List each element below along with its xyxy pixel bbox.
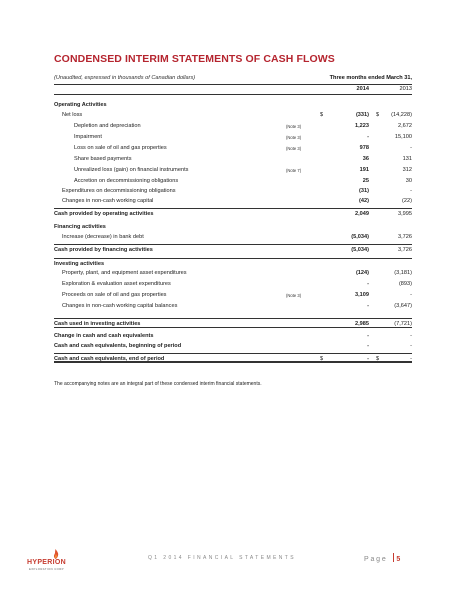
period-header: Three months ended March 31, xyxy=(329,75,412,81)
value-current: - xyxy=(367,343,369,349)
row-label: Increase (decrease) in bank debt xyxy=(62,234,144,240)
section-financing xyxy=(54,222,412,232)
value-current: (5,034) xyxy=(351,234,369,240)
value-prior: 3,726 xyxy=(398,247,412,253)
row-label: Property, plant, and equipment asset expenditures xyxy=(62,270,187,276)
subtotal-operating xyxy=(54,208,412,218)
table-row xyxy=(54,154,412,164)
table-row xyxy=(54,341,412,351)
row-label: Cash used in investing activities xyxy=(54,321,141,327)
value-current: (124) xyxy=(355,270,369,276)
page-label: Page xyxy=(364,556,388,563)
statement-title: CONDENSED INTERIM STATEMENTS OF CASH FLOWS xyxy=(54,53,335,65)
footnote: The accompanying notes are an integral part of these condensed interim financial statements. xyxy=(54,381,262,387)
value-current: 25 xyxy=(362,178,369,184)
row-label: Financing activities xyxy=(54,224,106,230)
value-current: 1,223 xyxy=(355,123,369,129)
row-label: Investing activities xyxy=(54,261,105,267)
value-prior: (22) xyxy=(402,198,412,204)
row-label: Unrealized loss (gain) on financial instruments xyxy=(74,167,189,173)
value-prior: - xyxy=(410,292,412,298)
row-label: Accretion on decommissioning obligations xyxy=(74,178,179,184)
value-current: (331) xyxy=(355,112,369,118)
value-prior: (14,228) xyxy=(391,112,412,118)
value-current: 36 xyxy=(362,156,369,162)
row-label: Cash provided by operating activities xyxy=(54,211,154,217)
row-label: Expenditures on decommissioning obligations xyxy=(62,188,176,194)
table-row xyxy=(54,165,412,175)
row-label: Operating Activities xyxy=(54,102,107,108)
value-prior: - xyxy=(410,356,412,362)
table-row xyxy=(54,331,412,341)
table-row xyxy=(54,290,412,300)
value-prior: - xyxy=(410,333,412,339)
row-label: Cash provided by financing activities xyxy=(54,247,153,253)
value-prior: (3,647) xyxy=(394,303,412,309)
value-prior: 3,995 xyxy=(398,211,412,217)
row-label: Cash and cash equivalents, beginning of period xyxy=(54,343,182,349)
value-prior: - xyxy=(410,188,412,194)
table-row xyxy=(54,268,412,278)
section-operating xyxy=(54,100,412,110)
page-divider xyxy=(393,553,394,562)
value-current: - xyxy=(367,303,369,309)
row-label: Impairment xyxy=(74,134,102,140)
section-investing xyxy=(54,258,412,268)
table-row xyxy=(54,132,412,142)
value-prior: 15,100 xyxy=(394,134,412,140)
currency-symbol: $ xyxy=(376,356,380,362)
page-footer xyxy=(0,545,464,575)
row-label: Share based payments xyxy=(74,156,132,162)
statement-subheader xyxy=(54,75,412,85)
value-current: 3,109 xyxy=(355,292,369,298)
value-current: (42) xyxy=(359,198,369,204)
year-current: 2014 xyxy=(356,86,369,92)
table-row xyxy=(54,196,412,206)
row-label: Depletion and depreciation xyxy=(74,123,141,129)
table-row xyxy=(54,176,412,186)
value-current: - xyxy=(367,134,369,140)
year-header-row xyxy=(54,86,412,95)
value-prior: (3,181) xyxy=(394,270,412,276)
page-indicator xyxy=(364,553,400,563)
value-prior: 2,672 xyxy=(398,123,412,129)
logo-tagline: EXPLORATION CORP xyxy=(29,567,64,571)
note-reference: (Note 3) xyxy=(286,124,302,129)
logo-wordmark: HYPERION xyxy=(27,559,66,566)
value-prior: 30 xyxy=(405,178,412,184)
value-prior: (893) xyxy=(398,281,412,287)
row-label: Net loss xyxy=(62,112,83,118)
note-reference: (Note 7) xyxy=(286,168,302,173)
unit-note: (Unaudited, expressed in thousands of Canadian dollars) xyxy=(54,75,196,81)
table-row xyxy=(54,232,412,242)
subtotal-investing xyxy=(54,318,412,328)
subtotal-financing xyxy=(54,244,412,254)
flame-icon xyxy=(51,549,60,559)
value-current: - xyxy=(367,281,369,287)
note-reference: (Note 3) xyxy=(286,135,302,140)
value-current: - xyxy=(367,333,369,339)
note-reference: (Note 3) xyxy=(286,146,302,151)
value-current: 191 xyxy=(359,167,369,173)
company-logo xyxy=(27,549,87,571)
currency-symbol: $ xyxy=(320,356,324,362)
row-label: Loss on sale of oil and gas properties xyxy=(74,145,167,151)
value-current: 978 xyxy=(359,145,369,151)
value-current: (31) xyxy=(359,188,369,194)
table-row xyxy=(54,186,412,196)
currency-symbol: $ xyxy=(320,112,324,118)
table-row xyxy=(54,279,412,289)
footer-title: Q1 2014 FINANCIAL STATEMENTS xyxy=(148,555,296,561)
value-prior: - xyxy=(410,343,412,349)
value-current: (5,034) xyxy=(351,247,369,253)
value-prior: 312 xyxy=(402,167,412,173)
table-row xyxy=(54,110,412,120)
table-row xyxy=(54,121,412,131)
total-end-of-period xyxy=(54,353,412,363)
table-row xyxy=(54,143,412,153)
value-prior: - xyxy=(410,145,412,151)
value-current: - xyxy=(367,356,369,362)
row-label: Changes in non-cash working capital xyxy=(62,198,154,204)
note-reference: (Note 3) xyxy=(286,293,302,298)
year-prior: 2013 xyxy=(399,86,412,92)
row-label: Exploration & evaluation asset expenditures xyxy=(62,281,171,287)
value-prior: (7,721) xyxy=(394,321,412,327)
page-number: 5 xyxy=(396,556,401,563)
table-row xyxy=(54,301,412,311)
row-label: Proceeds on sale of oil and gas properties xyxy=(62,292,167,298)
value-current: 2,049 xyxy=(355,211,369,217)
row-label: Change in cash and cash equivalents xyxy=(54,333,154,339)
value-current: 2,985 xyxy=(355,321,369,327)
value-prior: 3,726 xyxy=(398,234,412,240)
currency-symbol: $ xyxy=(376,112,380,118)
row-label: Cash and cash equivalents, end of period xyxy=(54,356,165,362)
row-label: Changes in non-cash working capital balances xyxy=(62,303,178,309)
value-prior: 131 xyxy=(402,156,412,162)
